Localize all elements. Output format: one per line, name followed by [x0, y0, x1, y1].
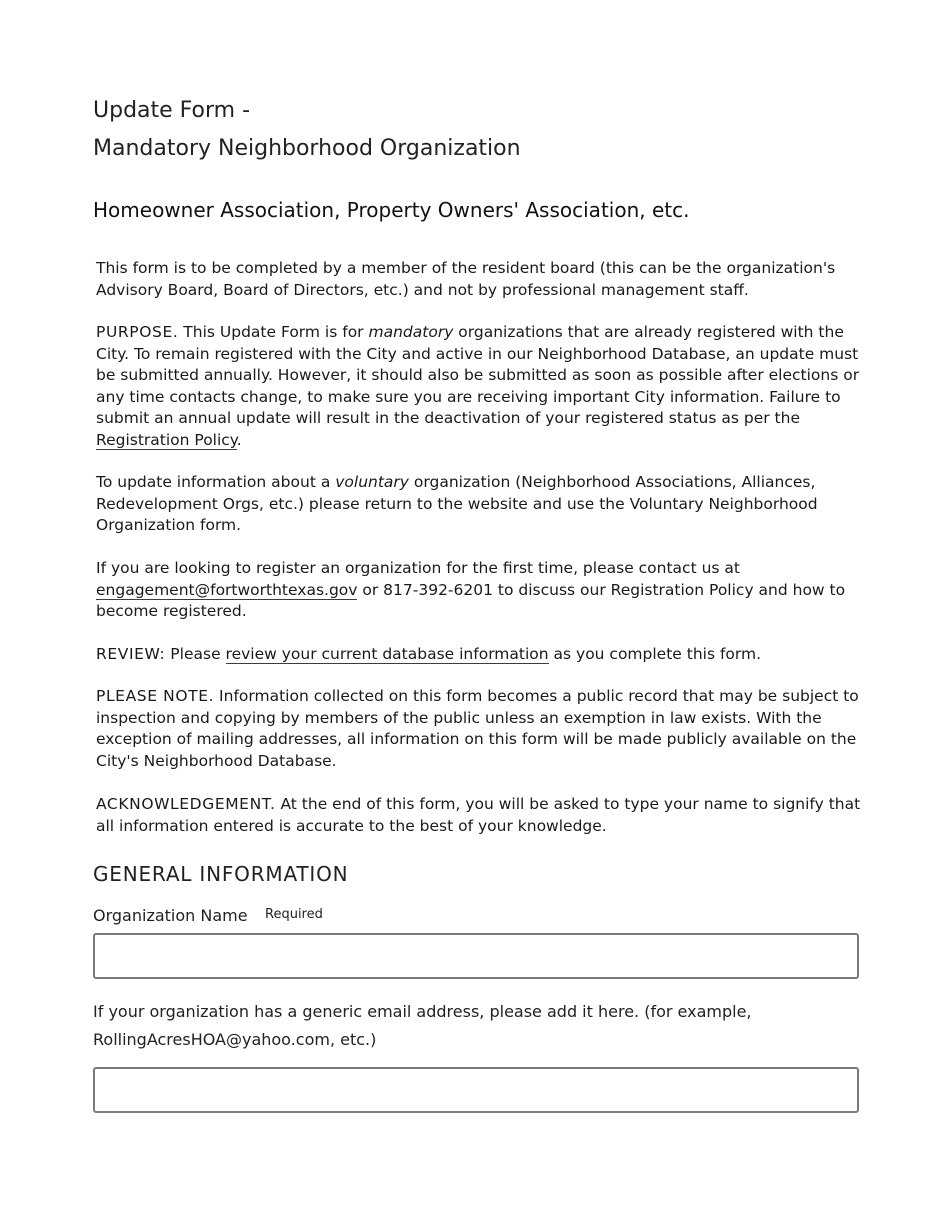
voluntary-text-a: To update information about a: [96, 473, 336, 491]
purpose-text-b: organizations that are already registered with the City. To remain registered with the City and active in our Neighborhood Database, an update must be submitted annually. However, it should also be submitted as soon as possible after elections or any time contacts change, to make sure you are receiving important City information. Failure to submit an annual update will result in the deactivation of your registered status as per the: [96, 323, 860, 427]
organization-name-label: Organization Name: [93, 906, 248, 925]
voluntary-text-b: organization (Neighborhood Associations, Alliances, Redevelopment Orgs, etc.) please return to the website and use the Voluntary Neighborhood Organization form.: [96, 473, 818, 534]
required-indicator: Required: [265, 907, 323, 922]
note-text: Information collected on this form becomes a public record that may be subject to inspection and copying by members of the public unless an exemption in law exists. With the exception of mailing addresses, all information on this form will be made publicly available on the City's Neighborhood Database.: [96, 687, 859, 770]
intro-paragraph-voluntary: [96, 472, 871, 537]
review-text-a: Please: [165, 645, 226, 663]
page-subtitle: Homeowner Association, Property Owners' Association, etc.: [93, 198, 690, 222]
intro-board-text: This form is to be completed by a member of the resident board (this can be the organization's Advisory Board, Board of Directors, etc.) and not by professional management staff.: [96, 259, 836, 299]
page-title-line-1: Update Form -: [93, 98, 251, 123]
review-database-link[interactable]: review your current database information: [225, 645, 549, 663]
general-information-heading: GENERAL INFORMATION: [93, 862, 349, 886]
purpose-emphasis: mandatory: [368, 323, 454, 341]
note-lead: PLEASE NOTE.: [96, 687, 215, 705]
intro-paragraph-purpose: [96, 322, 871, 451]
intro-paragraph-review: [96, 644, 871, 666]
generic-email-input[interactable]: [93, 1067, 859, 1113]
registration-policy-link[interactable]: Registration Policy: [96, 430, 237, 449]
register-text-a: If you are looking to register an organization for the first time, please contact us at: [96, 559, 740, 577]
intro-paragraph-acknowledgement: [96, 794, 871, 837]
ack-lead: ACKNOWLEDGEMENT.: [96, 795, 276, 813]
page-title-line-2: Mandatory Neighborhood Organization: [93, 136, 521, 161]
voluntary-emphasis: voluntary: [335, 473, 409, 491]
organization-name-input[interactable]: [93, 933, 859, 979]
generic-email-label: If your organization has a generic email address, please add it here. (for example, RollingAcresHOA@yahoo.com, etc.): [93, 1002, 752, 1049]
intro-paragraph-board: [96, 258, 871, 301]
purpose-text-a: This Update Form is for: [178, 323, 369, 341]
engagement-email-link[interactable]: engagement@fortworthtexas.gov: [96, 580, 358, 599]
ack-text: At the end of this form, you will be asked to type your name to signify that all information entered is accurate to the best of your knowledge.: [96, 795, 861, 835]
review-text-b: as you complete this form.: [548, 645, 762, 663]
purpose-text-c: .: [236, 430, 242, 449]
review-lead: REVIEW:: [96, 645, 166, 663]
intro-paragraph-note: [96, 686, 871, 772]
purpose-lead: PURPOSE.: [96, 323, 179, 341]
register-text-b: or 817-392-6201 to discuss our Registration Policy and how to become registered.: [96, 580, 846, 620]
intro-paragraph-register: [96, 558, 871, 623]
